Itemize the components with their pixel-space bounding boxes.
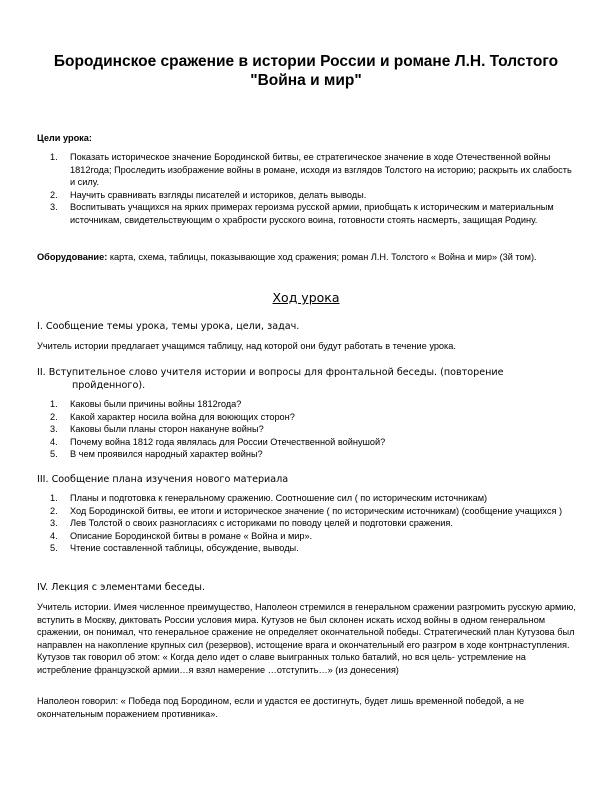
section-2-list [37,398,577,461]
section-4-paragraph-2: Наполеон говорил: « Победа под Бородином, если и удастся ее достигнуть, будет лишь временной победой, а не окончательным поражением противника». [37,696,525,719]
page-title: Бородинское сражение в истории России и романе Л.Н. Толстого "Война и мир" [53,53,559,89]
section-1-heading: I. Сообщение темы урока, темы урока, цели, задач. [37,321,300,332]
equipment-text: карта, схема, таблицы, показывающие ход сражения; роман Л.Н. Толстого « Война и мир» (3й том). [107,252,537,262]
lesson-heading: Ход урока [272,290,340,305]
section-4-paragraph-1: Учитель истории. Имея численное преимущество, Наполеон стремился в генеральном сражении разгромить русскую армию, вступить в Москву, диктовать России условия мира. Кутузов не был склонен искать исход войны в одном генеральном сражении, он понимал, что генеральное сражение не определяет окончательной победы. Стратегический план Кутузова был направлен на накопление крупных сил (резервов), истощение врага и окончательный его разгром в ходе контрнаступления. Кутузов так говорил об этом: « Когда дело идет о славе выигранных только баталий, но вся цель- устремление на истребление французской армии…я взял намерение …отступить…» (из донесения) [37,602,576,675]
list-item: 3. Лев Толстой о своих разногласиях с историками по поводу целей и подготовки сражения. [50,518,453,529]
list-item: 4. Описание Бородинской битвы в романе « Война и мир». [50,530,313,541]
list-item: 1. Планы и подготовка к генеральному сражению. Соотношение сил ( по историческим источникам) [50,493,488,503]
list-item: 4. Почему война 1812 года являлась для России Отечественной войнушой? [50,436,386,447]
equipment-paragraph [37,251,577,264]
section-1-text: Учитель истории предлагает учащимся таблицу, над которой они будут работать в течение урока. [37,341,456,351]
goals-heading: Цели урока: [37,133,92,143]
list-item: 3. Воспитывать учащихся на ярких примерах героизма русской армии, приобщать к историческим и материальным источникам, свидетельствующим о храбрости русского воина, готовности стоять насмерть, защищая Родину. [50,202,554,225]
list-item: 2. Какой характер носила война для воюющих сторон? [50,411,295,422]
list-item: 2. Ход Бородинской битвы, ее итоги и историческое значение ( по историческим источникам) (сообщение учащихся ) [50,505,563,516]
goals-list [37,151,579,227]
section-3-list [37,492,577,555]
list-item: 1. Каковы были причины войны 1812года? [50,399,242,409]
list-item: 1. Показать историческое значение Бородинской битвы, ее стратегическое значение в ходе Отечественной войны 1812года; Проследить изображение войны в романе, исходя из взглядов Толстого на историю; раскрыть их слабость и силу. [50,152,572,188]
list-item: 5. В чем проявился народный характер войны? [50,449,263,460]
section-3-heading: III. Сообщение плана изучения нового материала [37,474,289,485]
list-item: 2. Научить сравнивать взгляды писателей и историков, делать выводы. [50,189,367,200]
list-item: 3. Каковы были планы сторон накануне войны? [50,424,264,435]
section-2-heading: II. Вступительное слово учителя истории и вопросы для фронтальной беседы. (повторение пройденного). [37,367,504,391]
list-item: 5. Чтение составленной таблицы, обсуждение, выводы. [50,543,299,554]
equipment-label: Оборудование: [37,252,108,262]
section-4-heading: IV. Лекция с элементами беседы. [37,582,206,593]
